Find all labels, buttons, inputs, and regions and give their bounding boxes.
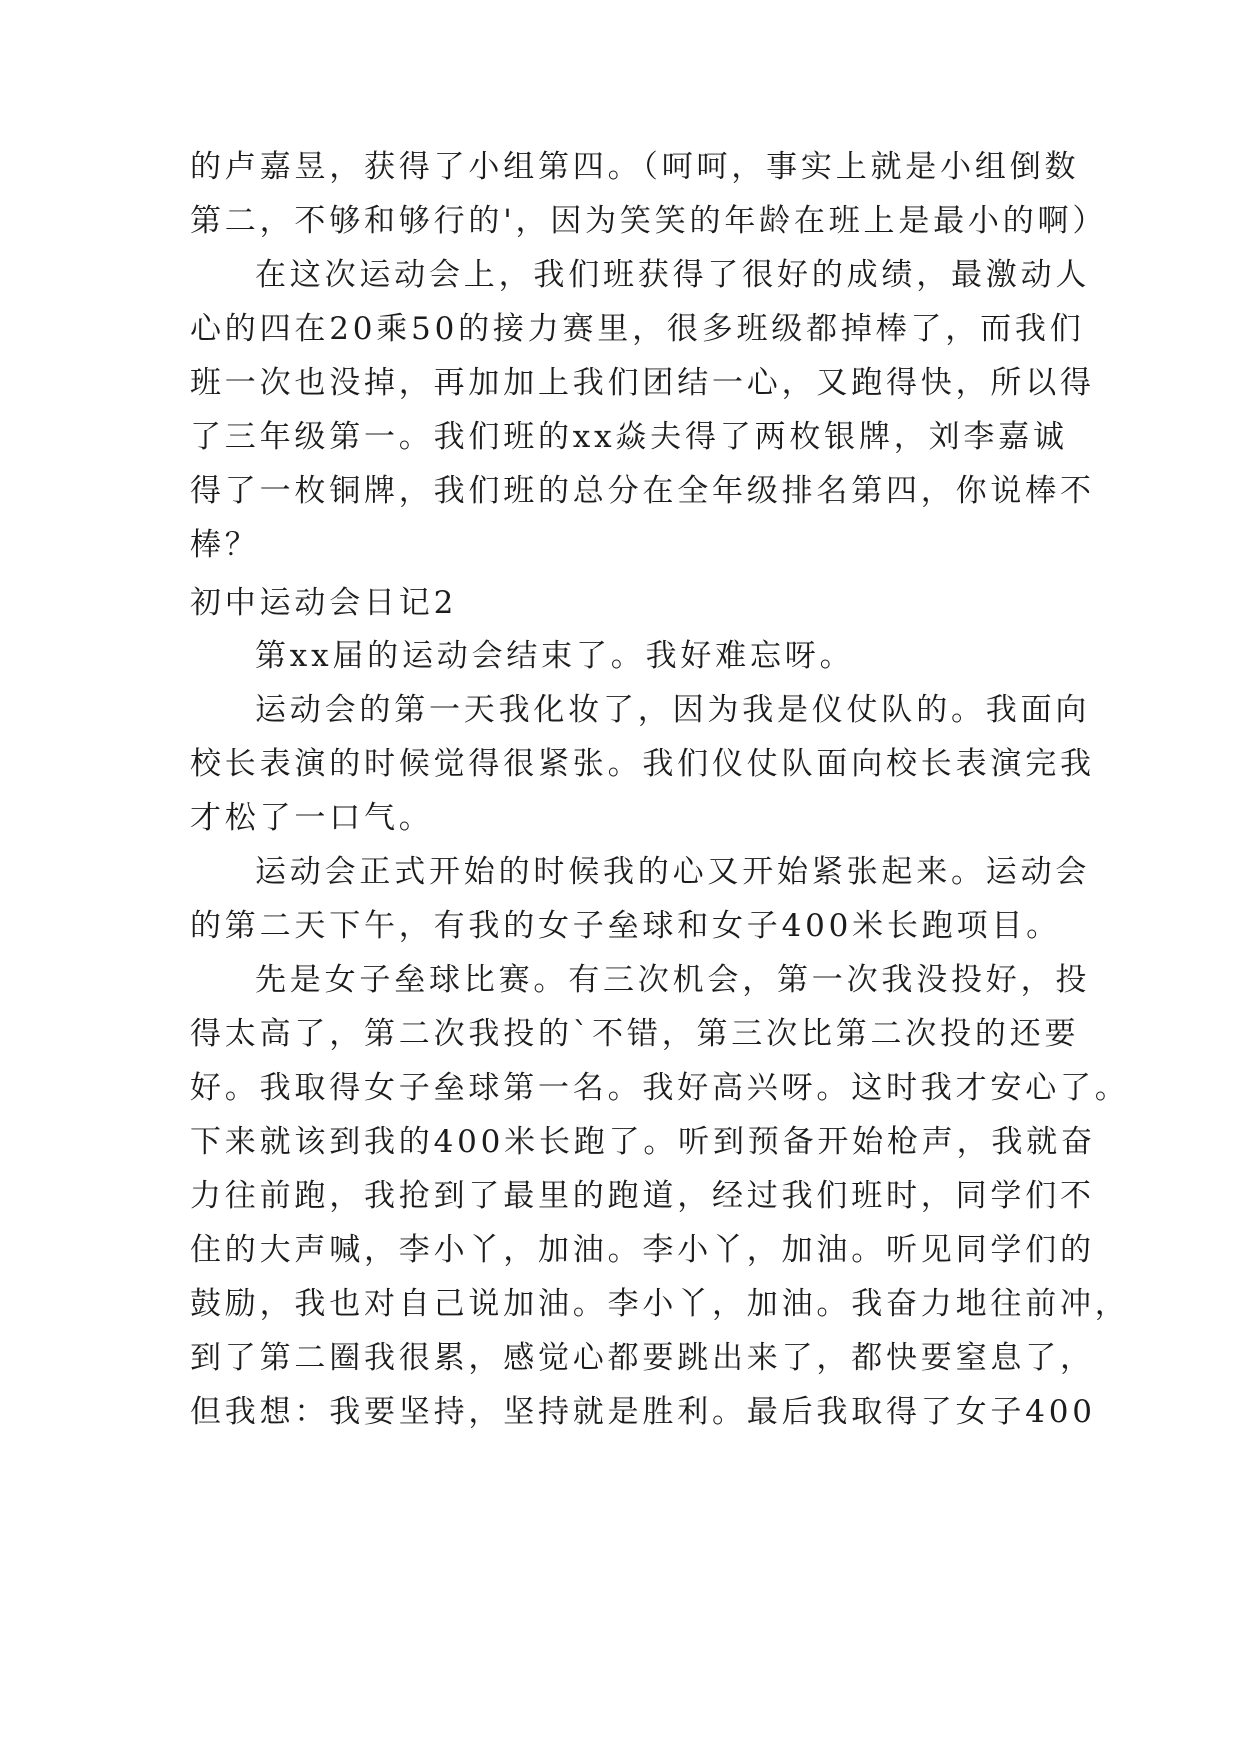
paragraph-first-line: 运动会的第一天我化妆了，因为我是仪仗队的。我面向 — [255, 692, 1091, 728]
text-line: 得了一枚铜牌，我们班的总分在全年级排名第四，你说棒不 — [190, 473, 1095, 509]
text-line: 力往前跑，我抢到了最里的跑道，经过我们班时，同学们不 — [190, 1178, 1095, 1214]
section-heading: 初中运动会日记2 — [190, 585, 458, 621]
text-line: 第二，不够和够行的'，因为笑笑的年龄在班上是最小的啊） — [190, 203, 1108, 239]
text-line: 鼓励，我也对自己说加油。李小丫，加油。我奋力地往前冲， — [190, 1286, 1130, 1322]
text-line: 心的四在20乘50的接力赛里，很多班级都掉棒了，而我们 — [190, 311, 1085, 347]
text-line: 但我想：我要坚持，坚持就是胜利。最后我取得了女子400 — [190, 1394, 1096, 1430]
paragraph-first-line: 第xx届的运动会结束了。我好难忘呀。 — [255, 638, 855, 674]
text-line: 了三年级第一。我们班的xx焱夫得了两枚银牌，刘李嘉诚 — [190, 419, 1068, 455]
text-line: 的卢嘉昱，获得了小组第四。（呵呵，事实上就是小组倒数 — [190, 149, 1080, 185]
text-line: 班一次也没掉，再加加上我们团结一心，又跑得快，所以得 — [190, 365, 1095, 401]
text-line: 到了第二圈我很累，感觉心都要跳出来了，都快要窒息了， — [190, 1340, 1095, 1376]
paragraph-first-line: 运动会正式开始的时候我的心又开始紧张起来。运动会 — [255, 854, 1091, 890]
text-line: 的第二天下午，有我的女子垒球和女子400米长跑项目。 — [190, 908, 1061, 944]
text-line: 校长表演的时候觉得很紧张。我们仪仗队面向校长表演完我 — [190, 746, 1095, 782]
text-line: 才松了一口气。 — [190, 800, 434, 836]
text-line: 下来就该到我的400米长跑了。听到预备开始枪声，我就奋 — [190, 1124, 1096, 1160]
paragraph-first-line: 在这次运动会上，我们班获得了很好的成绩，最激动人 — [255, 257, 1091, 293]
text-line: 好。我取得女子垒球第一名。我好高兴呀。这时我才安心了。 — [190, 1070, 1130, 1106]
paragraph-first-line: 先是女子垒球比赛。有三次机会，第一次我没投好，投 — [255, 962, 1091, 998]
text-line: 住的大声喊，李小丫，加油。李小丫，加油。听见同学们的 — [190, 1232, 1095, 1268]
text-line: 得太高了，第二次我投的`不错，第三次比第二次投的还要 — [190, 1016, 1080, 1052]
text-line: 棒？ — [190, 527, 260, 563]
